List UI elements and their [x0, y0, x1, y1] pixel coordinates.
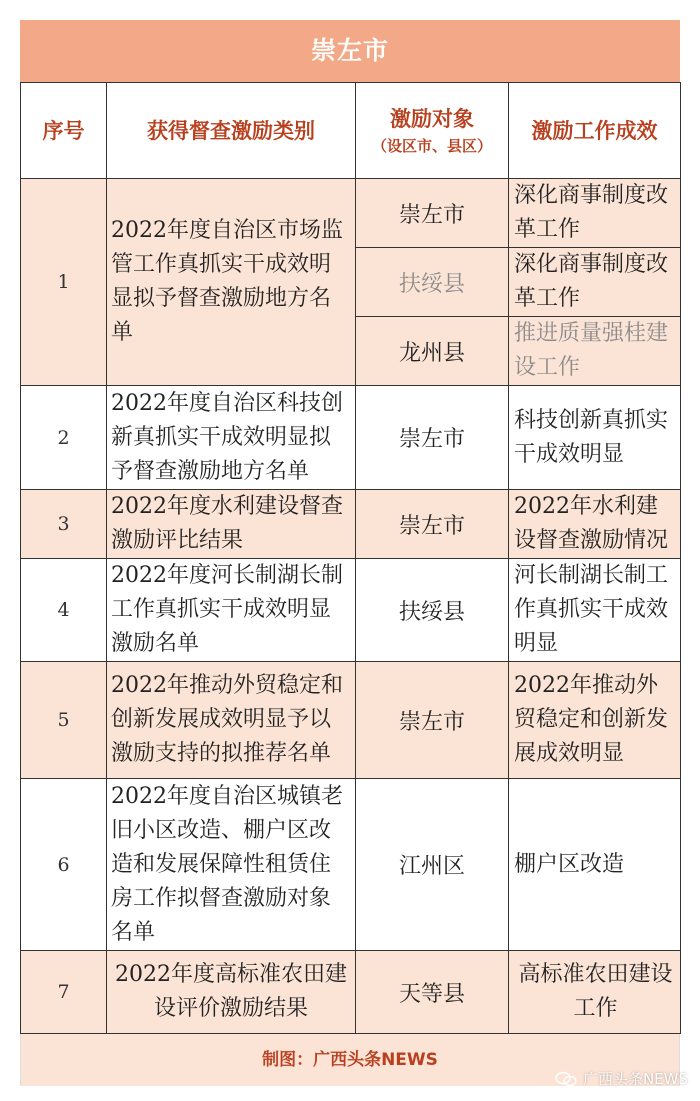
- row-number: 7: [21, 951, 107, 1034]
- chart-credit: 制图：广西头条NEWS: [20, 1034, 680, 1086]
- row-number: 1: [21, 179, 107, 386]
- header-row: [21, 83, 681, 179]
- header-target: [356, 83, 509, 179]
- header-num: 序号: [21, 83, 107, 179]
- row-target: 崇左市: [356, 662, 509, 779]
- row-effect: 2022年水利建设督查激励情况: [509, 490, 681, 559]
- row-category: 2022年度水利建设督查激励评比结果: [107, 490, 356, 559]
- table-row: [21, 559, 681, 662]
- row-effect: 河长制湖长制工作真抓实干成效明显: [509, 559, 681, 662]
- row-target: 龙州县: [356, 317, 509, 386]
- row-target: 崇左市: [356, 179, 509, 248]
- table-row: [21, 662, 681, 779]
- header-target-main: 激励对象: [390, 107, 474, 131]
- row-number: 2: [21, 386, 107, 490]
- row-number: 5: [21, 662, 107, 779]
- row-effect: 棚户区改造: [509, 779, 681, 951]
- row-category: 2022年度自治区市场监管工作真抓实干成效明显拟予督查激励地方名单: [107, 179, 356, 386]
- row-target: 天等县: [356, 951, 509, 1034]
- wechat-icon: [555, 1071, 577, 1087]
- row-category: 2022年度自治区科技创新真抓实干成效明显拟予督查激励地方名单: [107, 386, 356, 490]
- incentive-table: [20, 82, 681, 1034]
- row-category: 2022年度河长制湖长制工作真抓实干成效明显激励名单: [107, 559, 356, 662]
- row-number: 4: [21, 559, 107, 662]
- row-target: 江州区: [356, 779, 509, 951]
- table-row: [21, 386, 681, 490]
- row-number: 3: [21, 490, 107, 559]
- table-container: [20, 20, 680, 1086]
- row-effect: 深化商事制度改革工作: [509, 179, 681, 248]
- row-target: 扶绥县: [356, 248, 509, 317]
- row-target: 崇左市: [356, 490, 509, 559]
- row-effect: 2022年推动外贸稳定和创新发展成效明显: [509, 662, 681, 779]
- row-category: 2022年度自治区城镇老旧小区改造、棚户区改造和发展保障性租赁住房工作拟督查激励对象名单: [107, 779, 356, 951]
- row-effect: 深化商事制度改革工作: [509, 248, 681, 317]
- header-target-sub: （设区市、县区）: [371, 137, 492, 155]
- row-target: 崇左市: [356, 386, 509, 490]
- watermark: [555, 1068, 688, 1089]
- table-row: [21, 490, 681, 559]
- row-category: 2022年度高标准农田建设评价激励结果: [107, 951, 356, 1034]
- header-effect: 激励工作成效: [509, 83, 681, 179]
- table-row: [21, 951, 681, 1034]
- watermark-text: 广西头条NEWS: [582, 1070, 688, 1088]
- table-row: [21, 179, 681, 248]
- row-effect: 科技创新真抓实干成效明显: [509, 386, 681, 490]
- table-title: 崇左市: [20, 20, 680, 82]
- row-effect: 高标准农田建设工作: [509, 951, 681, 1034]
- row-target: 扶绥县: [356, 559, 509, 662]
- row-effect: 推进质量强桂建设工作: [509, 317, 681, 386]
- table-row: [21, 779, 681, 951]
- header-category: 获得督查激励类别: [107, 83, 356, 179]
- row-number: 6: [21, 779, 107, 951]
- row-category: 2022年推动外贸稳定和创新发展成效明显予以激励支持的拟推荐名单: [107, 662, 356, 779]
